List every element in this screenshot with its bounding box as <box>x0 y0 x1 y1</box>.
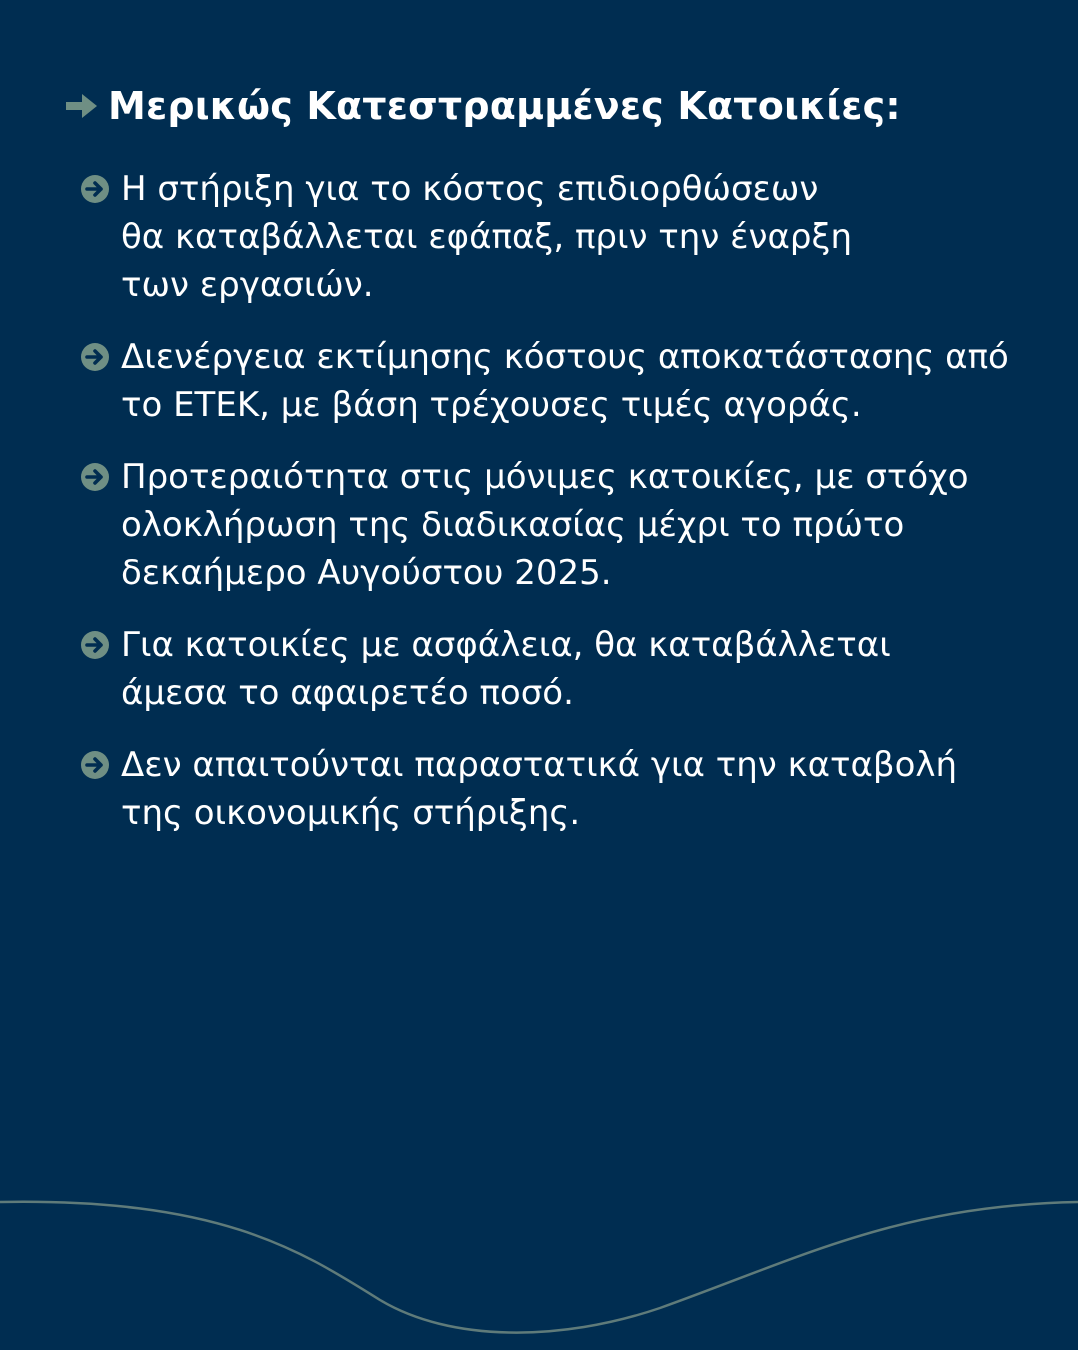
circle-arrow-right-icon <box>80 342 110 372</box>
decorative-wave <box>0 1180 1078 1350</box>
page-title: Μερικώς Κατεστραμμένες Κατοικίες: <box>108 84 901 128</box>
list-item <box>80 621 1030 717</box>
list-item-text: Η στήριξη για το κόστος επιδιορθώσεων θα καταβάλλεται εφάπαξ, πριν την έναρξη των εργασιών. <box>121 169 852 305</box>
list-item-text: Δεν απαιτούνται παραστατικά για την καταβολή της οικονομικής στήριξης. <box>121 745 958 833</box>
list-item-text: Προτεραιότητα στις μόνιμες κατοικίες, με στόχο ολοκλήρωση της διαδικασίας μέχρι το πρώτο δεκαήμερο Αυγούστου 2025. <box>121 457 969 593</box>
section-heading <box>64 84 901 128</box>
circle-arrow-right-icon <box>80 750 110 780</box>
list-item-text: Για κατοικίες με ασφάλεια, θα καταβάλλεται άμεσα το αφαιρετέο ποσό. <box>121 625 891 713</box>
list-item <box>80 165 1030 309</box>
circle-arrow-right-icon <box>80 630 110 660</box>
circle-arrow-right-icon <box>80 462 110 492</box>
list-item-text: Διενέργεια εκτίμησης κόστους αποκατάστασης από το ΕΤΕΚ, με βάση τρέχουσες τιμές αγοράς. <box>121 337 1009 425</box>
circle-arrow-right-icon <box>80 174 110 204</box>
bullet-list <box>80 165 1030 861</box>
arrow-right-icon <box>64 91 100 121</box>
list-item <box>80 741 1030 837</box>
list-item <box>80 453 1030 597</box>
list-item <box>80 333 1030 429</box>
